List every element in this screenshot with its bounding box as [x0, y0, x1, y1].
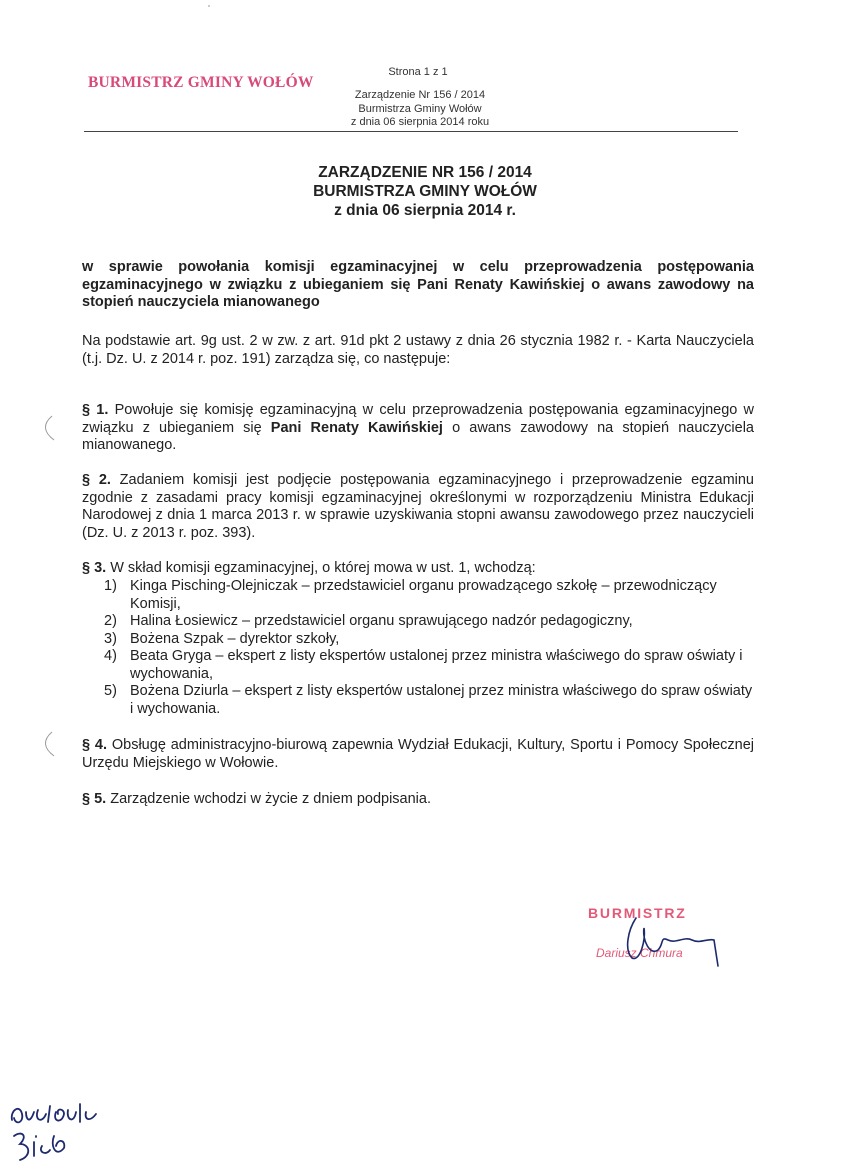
section-4-mark: § 4.: [82, 737, 108, 753]
binder-hole-mark: [36, 730, 56, 760]
committee-member-list: [104, 578, 754, 718]
section-1-mark: § 1.: [82, 402, 109, 418]
legal-basis: Na podstawie art. 9g ust. 2 w zw. z art. 91d pkt 2 ustawy z dnia 26 stycznia 1982 r. - Karta Nauczyciela (t.j. Dz. U. z 2014 r. poz. 191) zarządza się, co następuje:: [82, 333, 754, 367]
scan-speck: [208, 5, 210, 7]
document-subject: w sprawie powołania komisji egzaminacyjnej w celu przeprowadzenia postępowania egzaminacyjnego w związku z ubieganiem się Pani Renaty Kawińskiej o awans zawodowy na stopień nauczyciela mianowanego: [82, 259, 754, 310]
section-5-text: Zarządzenie wchodzi w życie z dniem podpisania.: [106, 791, 431, 807]
list-item-text: Halina Łosiewicz – przedstawiciel organu sprawującego nadzór pedagogiczny,: [130, 613, 633, 629]
list-item-number: 3): [104, 630, 117, 647]
document-title: [84, 163, 766, 220]
title-line-date: z dnia 06 sierpnia 2014 r.: [334, 202, 516, 219]
list-item: [104, 631, 754, 649]
signature-stamp-name: Dariusz Chmura: [596, 946, 683, 960]
section-2-text: Zadaniem komisji jest podjęcie postępowania egzaminacyjnego i przeprowadzenie egzaminu zgodnie z zasadami pracy komisji egzaminacyjnej określonymi w rozporządzeniu Ministra Edukacji Narodowej z dnia 1 marca 2013 r. w sprawie uzyskiwania stopni awansu zawodowego przez nauczycieli (Dz. U. z 2013 r. poz. 393).: [82, 472, 754, 541]
issuer-stamp: BURMISTRZ GMINY WOŁÓW: [88, 74, 314, 91]
section-2-mark: § 2.: [82, 472, 111, 488]
section-1: [82, 402, 754, 455]
list-item-text: Bożena Dziurla – ekspert z listy ekspertów ustalonej przez ministra właściwego do spraw oświaty i wychowania.: [130, 683, 753, 717]
section-5: [82, 791, 754, 809]
title-line-issuer: BURMISTRZA GMINY WOŁÓW: [313, 183, 537, 200]
header-divider: [84, 131, 738, 132]
section-3: [82, 560, 754, 578]
list-item-text: Kinga Pisching-Olejniczak – przedstawiciel organu prowadzącego szkołę – przewodniczący Komisji,: [130, 578, 717, 612]
header-meta: [320, 89, 520, 130]
section-5-mark: § 5.: [82, 791, 107, 807]
list-item: [104, 613, 754, 631]
list-item-text: Beata Gryga – ekspert z listy ekspertów ustalonej przez ministra właściwego do spraw oświaty i wychowania,: [130, 648, 743, 682]
binder-hole-mark: [36, 414, 56, 444]
title-line-number: ZARZĄDZENIE NR 156 / 2014: [318, 164, 532, 181]
list-item: [104, 578, 754, 613]
list-item: [104, 648, 754, 683]
handwritten-signature: [588, 910, 728, 980]
section-4: [82, 737, 754, 772]
list-item-number: 5): [104, 683, 117, 699]
section-2: [82, 472, 754, 542]
signature-stamp-title: BURMISTRZ: [588, 905, 687, 921]
page-counter: Strona 1 z 1: [388, 66, 448, 78]
list-item-text: Bożena Szpak – dyrektor szkoły,: [130, 630, 340, 647]
header-meta-issuer: Burmistrza Gminy Wołów: [358, 102, 482, 115]
candidate-name: Pani Renaty Kawińskiej: [270, 419, 443, 436]
section-3-mark: § 3.: [82, 560, 107, 576]
section-1-text-b: o awans zawodowy na stopień nauczyciela mianowanego.: [82, 419, 754, 453]
header-meta-date: z dnia 06 sierpnia 2014 roku: [350, 116, 490, 128]
header-meta-number: Zarządzenie Nr 156 / 2014: [354, 89, 486, 101]
section-4-text: Obsługę administracyjno-biurową zapewnia Wydział Edukacji, Kultury, Sportu i Pomocy Społecznej Urzędu Miejskiego w Wołowie.: [82, 737, 754, 771]
handwritten-note: [6, 1090, 126, 1165]
section-1-text-a: Powołuje się komisję egzaminacyjną w celu przeprowadzenia postępowania egzaminacyjnego w związku z ubieganiem się: [82, 402, 755, 436]
section-3-text: W skład komisji egzaminacyjnej, o której mowa w ust. 1, wchodzą:: [106, 560, 536, 576]
list-item: [104, 683, 754, 718]
list-item-number: 2): [104, 613, 117, 629]
list-item-number: 4): [104, 648, 117, 664]
list-item-number: 1): [104, 578, 117, 594]
